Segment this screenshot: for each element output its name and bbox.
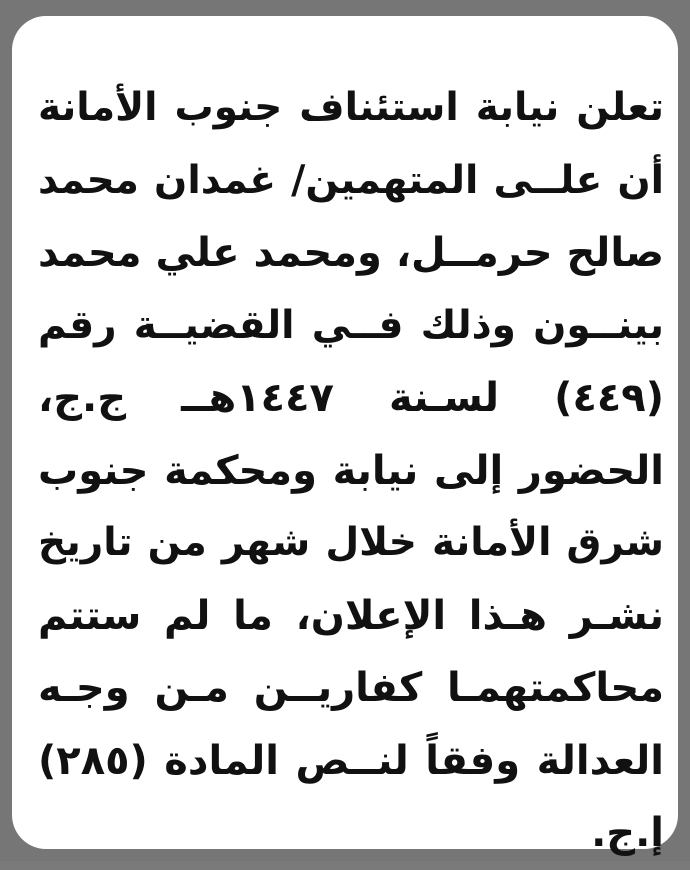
notice-line: الحضور إلى نيابة ومحكمة جنوب <box>38 447 664 494</box>
notice-line: بينــون وذلك فــي القضيــة رقم <box>38 302 664 348</box>
notice-text <box>38 72 664 870</box>
notice-line: إ.ج. <box>591 810 664 856</box>
notice-line: نشـر هـذا الإعلان، ما لم ستتم <box>38 592 664 639</box>
notice-line: العدالة وفقاً لنــص المادة (٢٨٥) <box>38 737 664 784</box>
notice-line: أن علــى المتهمين/ غمدان محمد <box>38 157 664 203</box>
notice-line: (٤٤٩) لسـنة ١٤٤٧هــ ج.ج، <box>38 375 664 421</box>
notice-card <box>12 16 678 856</box>
notice-line: شرق الأمانة خلال شهر من تاريخ <box>38 520 664 565</box>
notice-line: صالح حرمــل، ومحمد علي محمد <box>38 230 664 276</box>
notice-line: تعلن نيابة استئناف جنوب الأمانة <box>38 85 664 130</box>
notice-line: محاكمتهمـا كفاريــن مـن وجـه <box>38 665 664 711</box>
